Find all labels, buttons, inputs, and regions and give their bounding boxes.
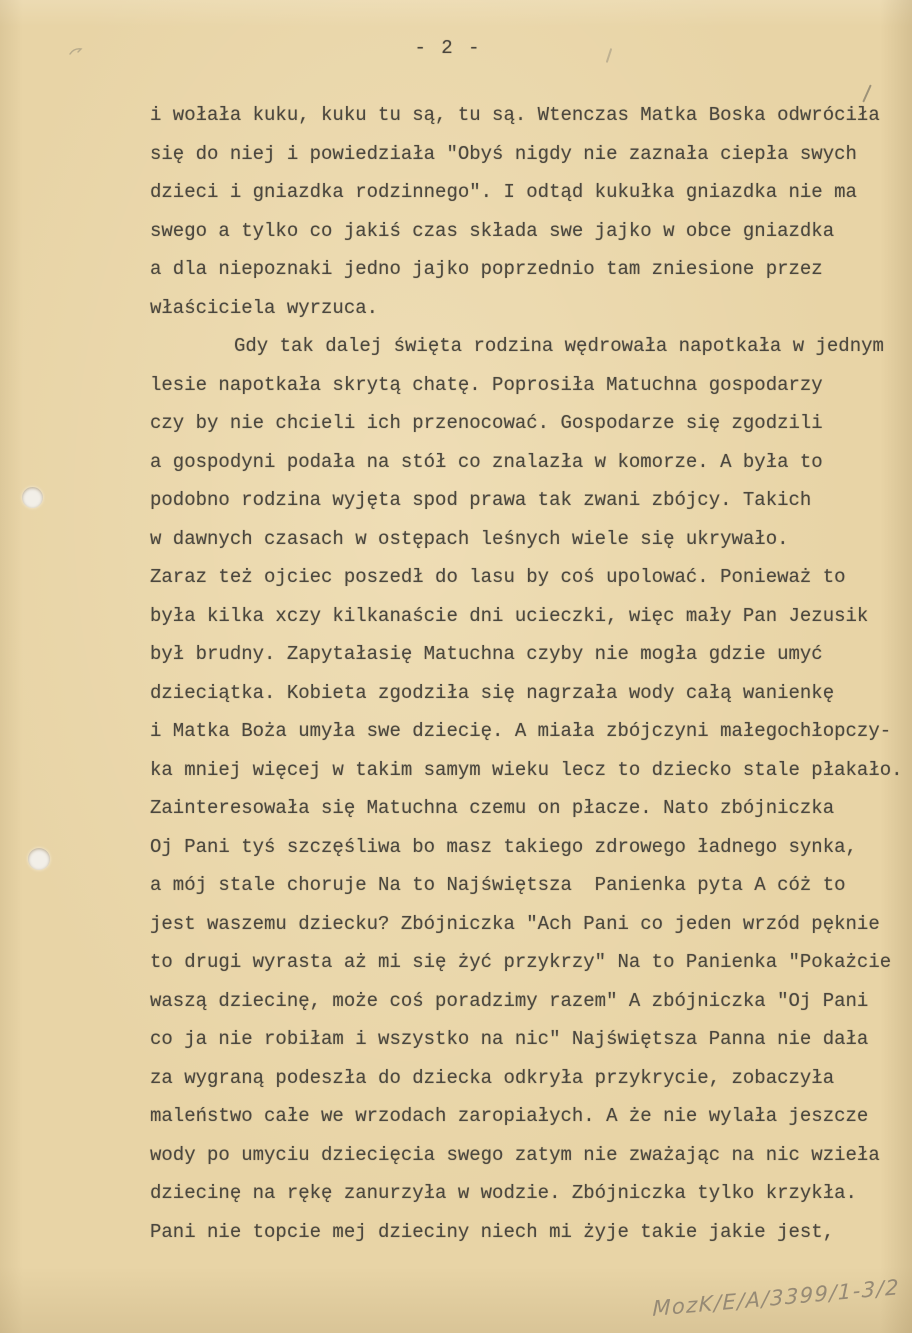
typewritten-text <box>150 104 912 1259</box>
text-line: właściciela wyrzuca. <box>150 296 379 319</box>
text-line: dziecinę na rękę zanurzyła w wodzie. Zbójniczka tylko krzykła. <box>150 1182 857 1204</box>
text-line: się do niej i powiedziała "Obyś nigdy nie zaznała ciepła swych <box>150 142 857 165</box>
stray-ink-stroke <box>862 84 872 102</box>
text-line: był brudny. Zapytałasię Matuchna czyby nie mogła gdzie umyć <box>150 643 823 665</box>
text-line: Zaraz też ojciec poszedł do lasu by coś upolować. Ponieważ to <box>150 566 846 588</box>
archive-code-annotation: MozK/E/A/3399/1-3/2 <box>652 1275 901 1321</box>
text-line: co ja nie robiłam i wszystko na nic" Najświętsza Panna nie dała <box>150 1028 869 1050</box>
text-line: w dawnych czasach w ostępach leśnych wiele się ukrywało. <box>150 527 789 550</box>
text-line: Gdy tak dalej święta rodzina wędrowała napotkała w jednym <box>234 335 884 357</box>
text-line: to drugi wyrasta aż mi się żyć przykrzy" Na to Panienka "Pokażcie <box>150 951 892 973</box>
text-line: lesie napotkała skrytą chatę. Poprosiła Matuchna gospodarzy <box>150 373 823 396</box>
text-line: jest waszemu dziecku? Zbójniczka "Ach Pani co jeden wrzód pęknie <box>150 912 880 935</box>
text-line: Zainteresowała się Matuchna czemu on płacze. Nato zbójniczka <box>150 797 835 819</box>
text-line: swego a tylko co jakiś czas składa swe jajko w obce gniazdka <box>150 219 835 242</box>
text-line: i Matka Boża umyła swe dziecię. A miała zbójczyni małegochłopczy- <box>150 720 892 742</box>
text-line: Pani nie topcie mej dzieciny niech mi żyje takie jakie jest, <box>150 1220 835 1243</box>
text-line: za wygraną podeszła do dziecka odkryła przykrycie, zobaczyła <box>150 1066 835 1089</box>
text-line: dzieciątka. Kobieta zgodziła się nagrzała wody całą wanienkę <box>150 681 835 704</box>
text-line: podobno rodzina wyjęta spod prawa tak zwani zbójcy. Takich <box>150 489 812 511</box>
text-line: i wołała kuku, kuku tu są, tu są. Wtenczas Matka Boska odwróciła <box>150 104 880 126</box>
text-line: Oj Pani tyś szczęśliwa bo masz takiego zdrowego ładnego synka, <box>150 835 857 858</box>
text-line: a mój stale choruje Na to Najświętsza Panienka pyta A cóż to <box>150 874 846 896</box>
text-line: była kilka xczy kilkanaście dni ucieczki, więc mały Pan Jezusik <box>150 604 869 627</box>
text-line: a dla niepoznaki jedno jajko poprzednio tam zniesione przez <box>150 258 823 280</box>
page-number: - 2 - <box>414 37 482 59</box>
text-line: wody po umyciu dziecięcia swego zatym nie zważając na nic wzieła <box>150 1143 880 1166</box>
text-line: czy by nie chcieli ich przenocować. Gospodarze się zgodzili <box>150 412 823 434</box>
punch-hole-bottom <box>28 848 50 870</box>
text-line: dzieci i gniazdka rodzinnego". I odtąd kukułka gniazdka nie ma <box>150 181 857 203</box>
punch-hole-top <box>22 487 43 508</box>
text-line: a gospodyni podała na stół co znalazła w komorze. A była to <box>150 450 823 473</box>
text-line: waszą dziecinę, może coś poradzimy razem" A zbójniczka "Oj Pani <box>150 989 869 1012</box>
text-line: ka mniej więcej w takim samym wieku lecz to dziecko stale płakało. <box>150 758 903 781</box>
text-line: maleństwo całe we wrzodach zaropiałych. A że nie wylała jeszcze <box>150 1105 869 1127</box>
